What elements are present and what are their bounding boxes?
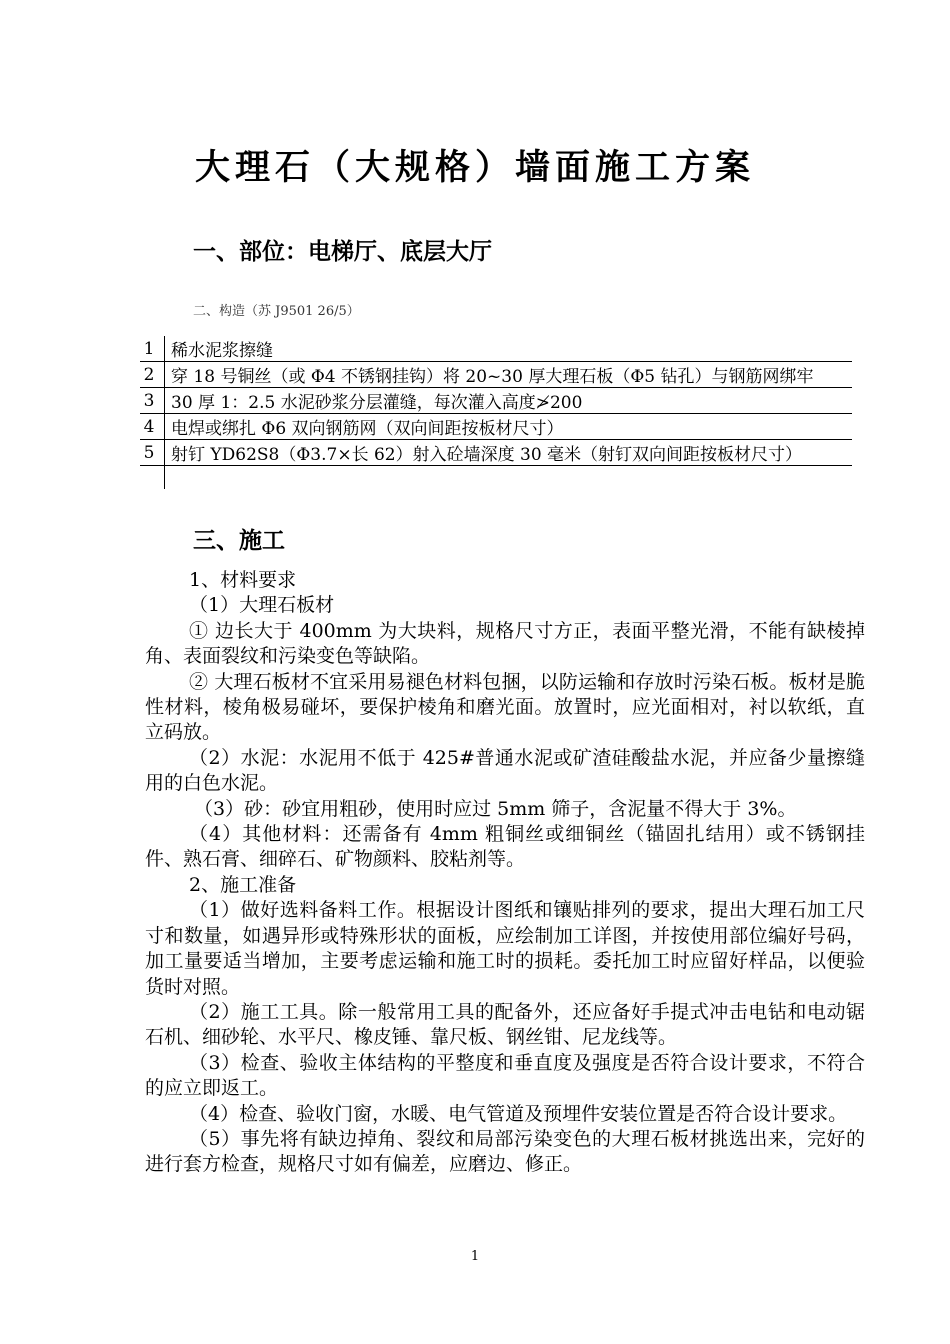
layer-description: 稀水泥浆擦缝: [165, 336, 853, 362]
paragraph: ① 边长大于 400mm 为大块料，规格尺寸方正，表面平整光滑，不能有缺棱掉角、表面裂纹和污染变色等缺陷。: [145, 619, 865, 668]
construction-layers-table: [140, 336, 852, 489]
paragraph: （1）做好选料备料工作。根据设计图纸和镶贴排列的要求，提出大理石加工尺寸和数量，如遇异形或特殊形状的面板，应绘制加工详图，并按使用部位编好号码，加工量要适当增加，主要考虑运输和施工时的损耗。委托加工时应留好样品，以便验货时对照。: [145, 899, 865, 998]
layer-number: 2: [140, 362, 165, 388]
table-row: [140, 362, 852, 388]
paragraph: （3）砂：砂宜用粗砂，使用时应过 5mm 筛子，含泥量不得大于 3%。: [194, 797, 797, 820]
paragraph: （3）检查、验收主体结构的平整度和垂直度及强度是否符合设计要求，不符合的应立即返工。: [145, 1051, 865, 1100]
layer-number: 1: [140, 336, 165, 362]
layer-description: 射钉 YD62S8（Φ3.7×长 62）射入砼墙深度 30 毫米（射钉双向间距按板材尺寸）: [165, 440, 853, 466]
section-heading-construction: 二、构造（苏 J9501 26/5）: [193, 304, 360, 319]
section-heading-location: 一、部位：电梯厅、底层大厅: [193, 239, 492, 265]
layer-description: 电焊或绑扎 Φ6 双向钢筋网（双向间距按板材尺寸）: [165, 414, 853, 440]
subheading-marble-slabs: （1）大理石板材: [189, 594, 335, 617]
paragraph: （2）水泥：水泥用不低于 425#普通水泥或矿渣硅酸盐水泥，并应备少量擦缝用的白色水泥。: [145, 746, 865, 795]
page-number: 1: [470, 1249, 480, 1264]
table-row: [140, 336, 852, 362]
table-row: [140, 414, 852, 440]
layer-number: 4: [140, 414, 165, 440]
layer-number: 3: [140, 388, 165, 414]
section-heading-construction-work: 三、施工: [193, 528, 285, 554]
paragraph: （4）检查、验收门窗，水暖、电气管道及预埋件安装位置是否符合设计要求。: [189, 1102, 848, 1125]
layer-description: 30 厚 1：2.5 水泥砂浆分层灌缝，每次灌入高度≯200: [165, 388, 853, 414]
table-row: [140, 440, 852, 466]
document-body: [145, 568, 865, 1178]
paragraph: （5）事先将有缺边掉角、裂纹和局部污染变色的大理石板材挑选出来，完好的进行套方检查，规格尺寸如有偏差，应磨边、修正。: [145, 1127, 865, 1176]
paragraph: （4）其他材料：还需备有 4mm 粗铜丝或细铜丝（锚固扎结用）或不锈钢挂件、熟石膏、细碎石、矿物颜料、胶粘剂等。: [145, 823, 865, 871]
table-row: [140, 388, 852, 414]
paragraph: ② 大理石板材不宜采用易褪色材料包捆，以防运输和存放时污染石板。板材是脆性材料，棱角极易碰坏，要保护棱角和磨光面。放置时，应光面相对，衬以软纸，直立码放。: [145, 670, 865, 744]
document-title: 大理石（大规格）墙面施工方案: [194, 148, 755, 188]
subheading-materials: 1、材料要求: [189, 569, 297, 591]
layer-number: 5: [140, 440, 165, 466]
paragraph: （2）施工工具。除一般常用工具的配备外，还应备好手提式冲击电钻和电动锯石机、细砂轮、水平尺、橡皮锤、靠尺板、钢丝钳、尼龙线等。: [145, 1000, 865, 1049]
table-row-empty: [140, 466, 852, 490]
layer-description: 穿 18 号铜丝（或 Φ4 不锈钢挂钩）将 20~30 厚大理石板（Φ5 钻孔）与钢筋网绑牢: [165, 362, 853, 388]
subheading-preparation: 2、施工准备: [189, 873, 297, 896]
layer-number-empty: [140, 466, 165, 490]
layer-description-empty: [165, 466, 853, 490]
